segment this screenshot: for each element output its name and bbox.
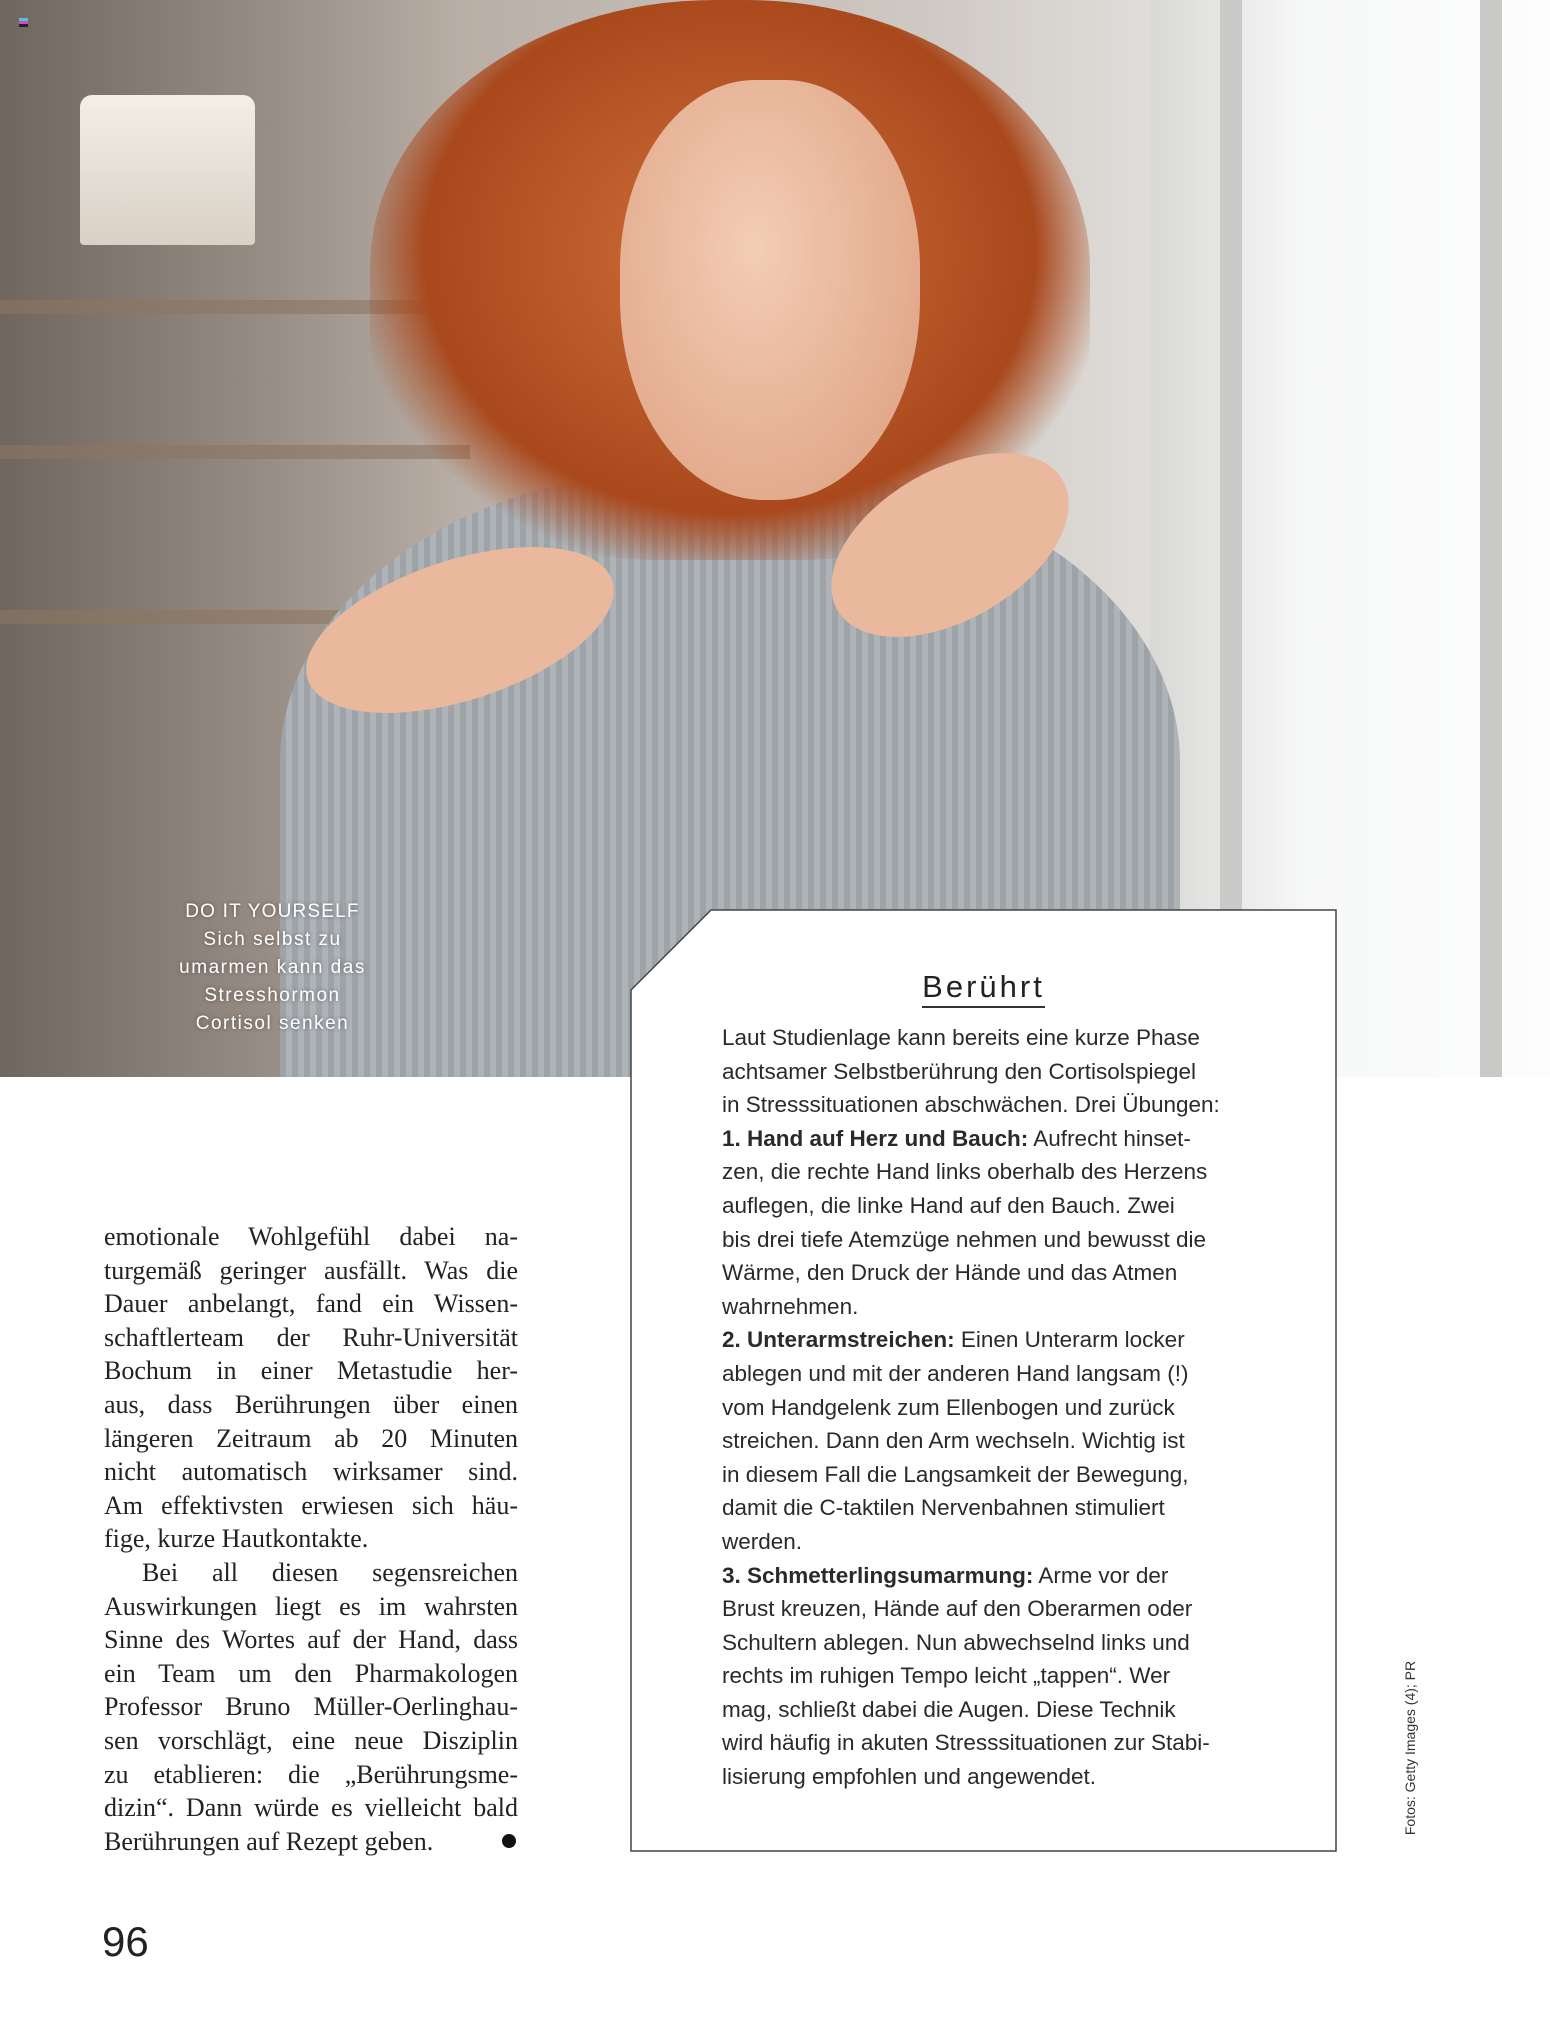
box-line-text: rechts im ruhigen Tempo leicht „tappen“. Wer <box>722 1663 1171 1689</box>
article-line: schaftlerteam der Ruhr-Universität <box>104 1322 518 1352</box>
box-line-text: lisierung empfohlen und angewendet. <box>722 1764 1097 1790</box>
caption-line: Sich selbst zu <box>203 929 342 950</box>
box-line <box>722 1592 1322 1626</box>
box-line-text: wird häufig in akuten Stresssituationen zur Stabi- <box>722 1730 1210 1756</box>
caption-line: Cortisol senken <box>195 1013 350 1034</box>
article-column <box>104 1220 518 1858</box>
box-line <box>722 1559 1322 1593</box>
box-line-text: zen, die rechte Hand links oberhalb des Herzens <box>722 1159 1208 1185</box>
box-line <box>722 1155 1322 1189</box>
box-line <box>722 1088 1322 1122</box>
box-line <box>722 1626 1322 1660</box>
box-line-text: wahrnehmen. <box>722 1293 859 1319</box>
box-line <box>722 1323 1322 1357</box>
shelf <box>0 445 470 459</box>
box-line <box>722 1055 1322 1089</box>
caption-line: umarmen kann das <box>179 957 366 978</box>
box-line-text: ablegen und mit der anderen Hand langsam (!) <box>722 1360 1189 1386</box>
box-line-text: damit die C-taktilen Nervenbahnen stimuliert <box>722 1495 1165 1521</box>
exercise-heading: 1. Hand auf Herz und Bauch: <box>722 1125 1029 1151</box>
box-line-text: Aufrecht hinset- <box>1028 1125 1191 1151</box>
box-line <box>722 1424 1322 1458</box>
box-line <box>722 1458 1322 1492</box>
box-line-text: achtsamer Selbstberührung den Cortisolspiegel <box>722 1058 1197 1084</box>
flag-icon <box>19 18 28 27</box>
box-line-text: Wärme, den Druck der Hände und das Atmen <box>722 1260 1178 1286</box>
exercise-heading: 3. Schmetterlingsumarmung: <box>722 1562 1034 1588</box>
box-line-text: Schultern ablegen. Nun abwechselnd links und <box>722 1629 1190 1655</box>
caption-kicker: DO IT YOURSELF <box>185 901 360 922</box>
box-line <box>722 1189 1322 1223</box>
article-line: ein Team um den Pharmakologen <box>104 1658 518 1688</box>
article-line: Auswirkungen liegt es im wahrsten <box>104 1591 518 1621</box>
article-line: dizin“. Dann würde es vielleicht bald <box>104 1793 518 1823</box>
article-line: Bei all diesen segensreichen <box>142 1557 518 1587</box>
box-line <box>722 1659 1322 1693</box>
article-line: turgemäß geringer ausfällt. Was die <box>104 1255 518 1285</box>
article-line: emotionale Wohlgefühl dabei na- <box>104 1222 518 1251</box>
box-title: Berührt <box>630 969 1337 1005</box>
article-line: zu etablieren: die „Berührungsme- <box>104 1759 518 1789</box>
article-line: Am effektivsten erwiesen sich häu- <box>104 1490 518 1520</box>
box-line-text: Brust kreuzen, Hände auf den Oberarmen oder <box>722 1596 1193 1622</box>
article-line: Berührungen auf Rezept geben. <box>104 1825 518 1859</box>
box-line <box>722 1357 1322 1391</box>
box-line-text: in diesem Fall die Langsamkeit der Bewegung, <box>722 1461 1189 1487</box>
box-line-text: in Stresssituationen abschwächen. Drei Übungen: <box>722 1092 1220 1118</box>
caption-line: Stresshormon <box>204 985 341 1006</box>
box-line <box>722 1726 1322 1760</box>
info-box <box>630 909 1337 1852</box>
box-line-text: streichen. Dann den Arm wechseln. Wichtig ist <box>722 1428 1185 1454</box>
exercise-heading: 2. Unterarmstreichen: <box>722 1327 955 1353</box>
article-line: Professor Bruno Müller-Oerlinghau- <box>104 1692 518 1722</box>
box-line-text: Laut Studienlage kann bereits eine kurze Phase <box>722 1025 1200 1050</box>
box-line <box>722 1290 1322 1324</box>
box-line-text: Einen Unterarm locker <box>954 1327 1185 1353</box>
box-line-text: vom Handgelenk zum Ellenbogen und zurück <box>722 1394 1175 1420</box>
article-line: Bochum in einer Metastudie her- <box>104 1356 518 1386</box>
box-line-text: Arme vor der <box>1033 1562 1169 1588</box>
photo-caption <box>160 898 385 1038</box>
box-line <box>722 1256 1322 1290</box>
box-line <box>722 1491 1322 1525</box>
box-line <box>722 1391 1322 1425</box>
box-line <box>722 1760 1322 1794</box>
box-line <box>722 1021 1322 1055</box>
photo-credit: Fotos: Getty Images (4); PR <box>1402 1660 1418 1836</box>
face <box>620 80 920 500</box>
box-text <box>722 1021 1322 1794</box>
lamp <box>80 95 255 245</box>
article-line: aus, dass Berührungen über einen <box>104 1389 518 1419</box>
article-line: sen vorschlägt, eine neue Disziplin <box>104 1725 518 1755</box>
article-line: Sinne des Wortes auf der Hand, dass <box>104 1625 518 1655</box>
box-line-text: mag, schließt dabei die Augen. Diese Technik <box>722 1696 1176 1722</box>
box-line-text: werden. <box>722 1528 803 1554</box>
page-number: 96 <box>102 1918 149 1965</box>
end-mark-icon <box>502 1834 516 1848</box>
box-line-text: auflegen, die linke Hand auf den Bauch. Zwei <box>722 1192 1175 1218</box>
box-line-text: bis drei tiefe Atemzüge nehmen und bewusst die <box>722 1226 1207 1252</box>
window-frame <box>1480 0 1502 1077</box>
article-line: fige, kurze Hautkontakte. <box>104 1524 369 1554</box>
article-line: nicht automatisch wirksamer sind. <box>104 1457 518 1487</box>
article-line: Dauer anbelangt, fand ein Wissen- <box>104 1289 518 1319</box>
article-line: längeren Zeitraum ab 20 Minuten <box>104 1423 518 1453</box>
box-line <box>722 1223 1322 1257</box>
box-line <box>722 1693 1322 1727</box>
box-line <box>722 1525 1322 1559</box>
box-line <box>722 1122 1322 1156</box>
